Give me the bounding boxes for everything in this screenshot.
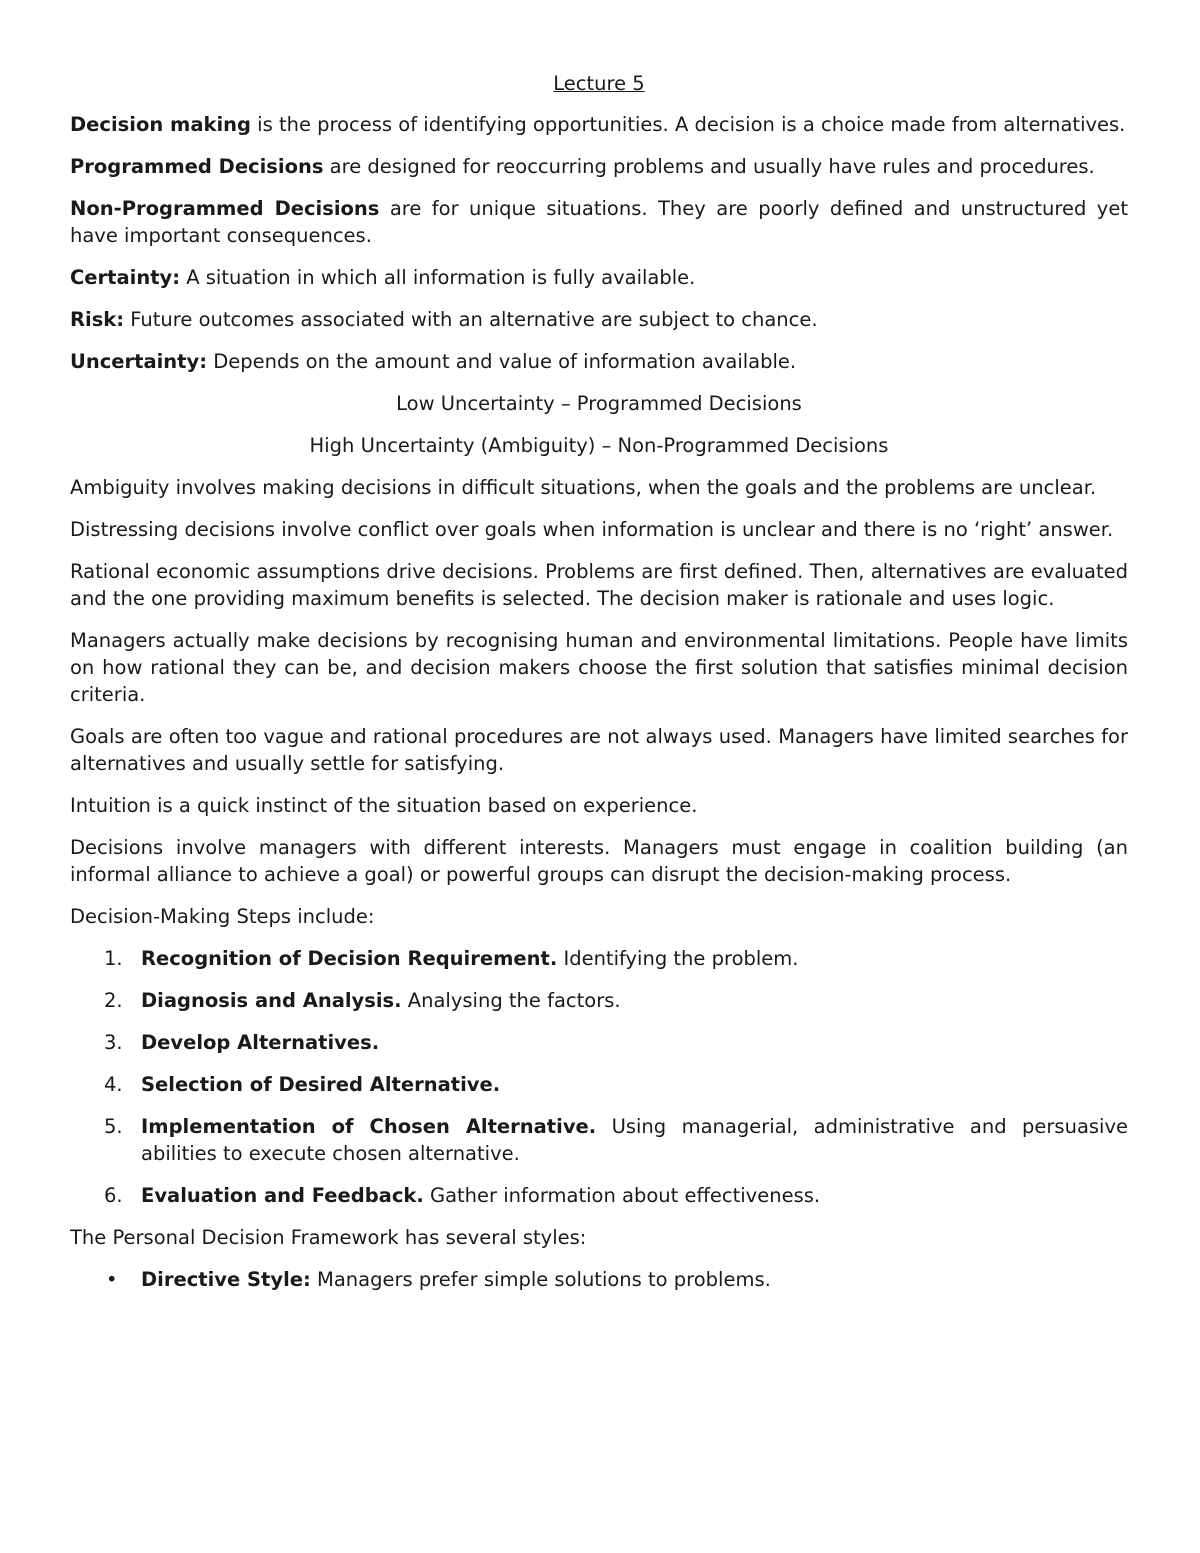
definition-text: A situation in which all information is fully available. <box>180 266 696 289</box>
list-item <box>70 1182 1128 1209</box>
paragraph-ambiguity: Ambiguity involves making decisions in difficult situations, when the goals and the problems are unclear. <box>70 476 1097 499</box>
definition-text: are for unique situations. They are poorly defined and unstructured yet have important consequences. <box>70 197 1128 247</box>
definition-term: Certainty: <box>70 266 181 289</box>
step-text: Using managerial, administrative and persuasive abilities to execute chosen alternative. <box>141 1115 1129 1165</box>
step-term: Recognition of Decision Requirement. <box>141 947 558 970</box>
list-item <box>70 1029 1128 1056</box>
list-number: 4. <box>104 1073 123 1096</box>
list-item <box>70 1071 1128 1098</box>
bullet-icon: • <box>106 1268 118 1291</box>
decision-styles-list <box>70 1266 1128 1293</box>
step-text: Identifying the problem. <box>557 947 799 970</box>
definition-term: Programmed Decisions <box>70 155 324 178</box>
paragraph-intuition: Intuition is a quick instinct of the situation based on experience. <box>70 794 698 817</box>
step-text: Analysing the factors. <box>401 989 621 1012</box>
list-item <box>70 945 1128 972</box>
definition-term: Non-Programmed Decisions <box>70 197 380 220</box>
definition-term: Decision making <box>70 113 251 136</box>
paragraph-framework-intro: The Personal Decision Framework has several styles: <box>70 1226 587 1249</box>
definition-decision-making <box>70 111 1128 138</box>
definition-risk <box>70 306 1128 333</box>
paragraph-distressing-decisions: Distressing decisions involve conflict over goals when information is unclear and there is no ‘right’ answer. <box>70 518 1114 541</box>
list-item <box>70 1266 1128 1293</box>
centered-line-high-uncertainty: High Uncertainty (Ambiguity) – Non-Programmed Decisions <box>309 434 889 457</box>
list-number: 6. <box>104 1184 123 1207</box>
step-text: Gather information about effectiveness. <box>423 1184 821 1207</box>
list-number: 1. <box>104 947 123 970</box>
style-text: Managers prefer simple solutions to problems. <box>310 1268 771 1291</box>
decision-steps-list <box>70 945 1128 1209</box>
step-term: Implementation of Chosen Alternative. <box>141 1115 597 1138</box>
step-term: Selection of Desired Alternative. <box>141 1073 501 1096</box>
step-term: Develop Alternatives. <box>141 1031 380 1054</box>
definition-text: Depends on the amount and value of information available. <box>207 350 797 373</box>
paragraph-rational-economic: Rational economic assumptions drive decisions. Problems are first defined. Then, alternatives are evaluated and the one providing maximum benefits is selected. The decision maker is rationale and uses logic. <box>70 560 1128 610</box>
paragraph-coalition-building: Decisions involve managers with different interests. Managers must engage in coalition building (an informal alliance to achieve a goal) or powerful groups can disrupt the decision-making process. <box>70 836 1128 886</box>
definition-non-programmed-decisions <box>70 195 1128 249</box>
list-number: 2. <box>104 989 123 1012</box>
definition-text: are designed for reoccurring problems and usually have rules and procedures. <box>323 155 1095 178</box>
definition-text: Future outcomes associated with an alternative are subject to chance. <box>124 308 818 331</box>
list-item <box>70 987 1128 1014</box>
definition-term: Risk: <box>70 308 125 331</box>
definition-programmed-decisions <box>70 153 1128 180</box>
paragraph-managers-limitations: Managers actually make decisions by recognising human and environmental limitations. People have limits on how rational they can be, and decision makers choose the first solution that satisfies minimal decision criteria. <box>70 629 1128 706</box>
list-item <box>70 1113 1128 1167</box>
step-term: Evaluation and Feedback. <box>141 1184 424 1207</box>
list-number: 5. <box>104 1115 123 1138</box>
page-title: Lecture 5 <box>553 72 645 95</box>
centered-line-low-uncertainty: Low Uncertainty – Programmed Decisions <box>396 392 802 415</box>
paragraph-goals-vague: Goals are often too vague and rational procedures are not always used. Managers have limited searches for alternatives and usually settle for satisfying. <box>70 725 1128 775</box>
style-term: Directive Style: <box>141 1268 311 1291</box>
definition-uncertainty <box>70 348 1128 375</box>
definition-term: Uncertainty: <box>70 350 207 373</box>
definition-text: is the process of identifying opportunities. A decision is a choice made from alternatives. <box>250 113 1126 136</box>
list-number: 3. <box>104 1031 123 1054</box>
step-term: Diagnosis and Analysis. <box>141 989 402 1012</box>
paragraph-steps-intro: Decision-Making Steps include: <box>70 905 375 928</box>
definition-certainty <box>70 264 1128 291</box>
